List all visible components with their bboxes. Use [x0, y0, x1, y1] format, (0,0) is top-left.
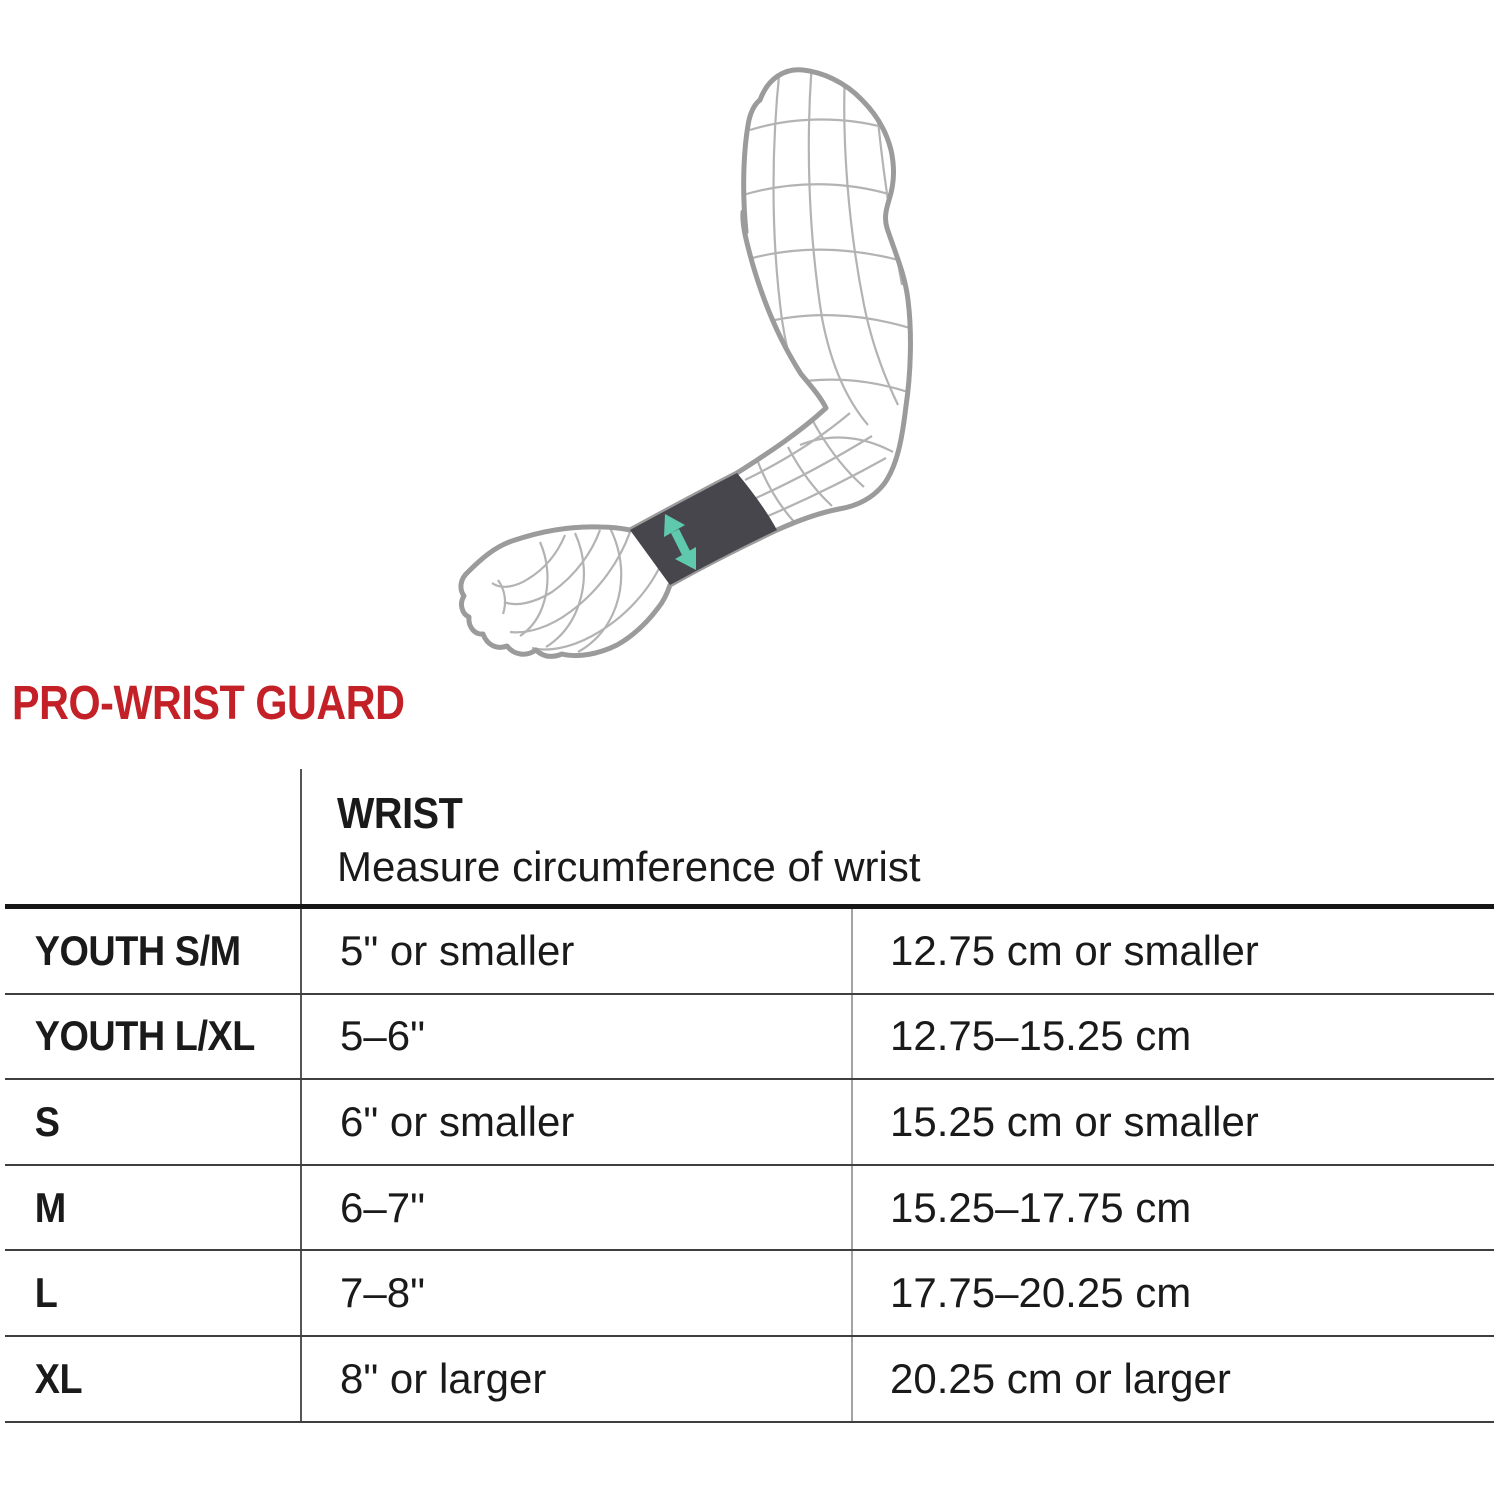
- table-row: [5, 1337, 1494, 1423]
- page-title: PRO-WRIST GUARD: [12, 677, 405, 730]
- cm-cell: 12.75–15.25 cm: [890, 1012, 1192, 1060]
- cm-cell: 20.25 cm or larger: [890, 1354, 1231, 1402]
- size-cell: S: [34, 1097, 60, 1145]
- wrist-column-header: [337, 789, 921, 890]
- size-cell: M: [34, 1183, 66, 1231]
- cm-cell: 12.75 cm or smaller: [890, 926, 1259, 974]
- column-header-subtitle: Measure circumference of wrist: [337, 843, 921, 890]
- table-row: [5, 1251, 1494, 1337]
- cm-cell: 15.25–17.75 cm: [890, 1183, 1192, 1231]
- size-cell: L: [34, 1269, 58, 1317]
- table-row: [5, 909, 1494, 995]
- table-row: [5, 1080, 1494, 1166]
- inches-cell: 5" or smaller: [340, 926, 575, 974]
- size-cell: YOUTH S/M: [34, 926, 241, 974]
- size-table-body: [5, 909, 1494, 1423]
- size-cell: XL: [34, 1354, 83, 1402]
- table-row: [5, 1166, 1494, 1252]
- inches-cell: 6" or smaller: [340, 1097, 575, 1145]
- inches-cell: 7–8": [340, 1269, 425, 1317]
- inches-cell: 5–6": [340, 1012, 425, 1060]
- inches-cell: 8" or larger: [340, 1354, 547, 1402]
- inches-cell: 6–7": [340, 1183, 425, 1231]
- arm-wireframe-illustration: [440, 40, 960, 700]
- cm-cell: 17.75–20.25 cm: [890, 1269, 1192, 1317]
- cm-cell: 15.25 cm or smaller: [890, 1097, 1259, 1145]
- size-cell: YOUTH L/XL: [34, 1012, 255, 1060]
- table-row: [5, 995, 1494, 1081]
- column-header-title: WRIST: [337, 789, 463, 838]
